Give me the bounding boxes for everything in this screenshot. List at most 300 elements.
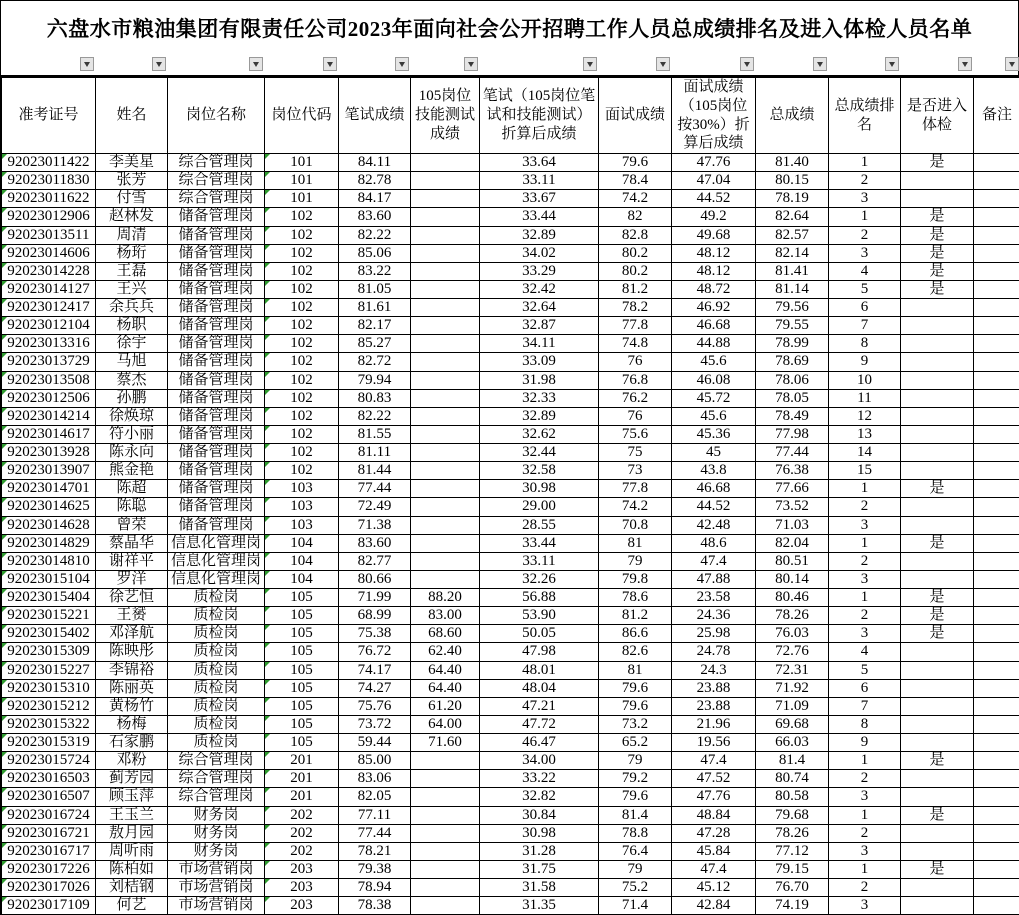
cell-id[interactable]: 92023015309 — [2, 643, 96, 661]
cell-position[interactable]: 储备管理岗 — [168, 371, 265, 389]
column-header-written_conv[interactable]: 笔试（105岗位笔试和技能测试）折算后成绩 — [480, 77, 599, 154]
cell-name[interactable]: 陈超 — [96, 480, 168, 498]
cell-id[interactable]: 92023013508 — [2, 371, 96, 389]
cell-remark[interactable] — [974, 770, 1019, 788]
cell-rank[interactable]: 1 — [829, 154, 901, 172]
cell-total[interactable]: 71.92 — [756, 679, 829, 697]
cell-medical[interactable] — [901, 661, 974, 679]
cell-interview_conv[interactable]: 46.92 — [672, 299, 756, 317]
cell-position[interactable]: 储备管理岗 — [168, 516, 265, 534]
cell-position[interactable]: 质检岗 — [168, 697, 265, 715]
cell-interview[interactable]: 82.6 — [599, 643, 672, 661]
cell-medical[interactable] — [901, 679, 974, 697]
cell-remark[interactable] — [974, 625, 1019, 643]
autofilter-dropdown-button-total[interactable] — [813, 57, 827, 71]
cell-written_conv[interactable]: 31.35 — [480, 897, 599, 915]
cell-medical[interactable] — [901, 552, 974, 570]
cell-written_conv[interactable]: 33.64 — [480, 154, 599, 172]
column-header-position[interactable]: 岗位名称 — [168, 77, 265, 154]
cell-medical[interactable]: 是 — [901, 154, 974, 172]
cell-remark[interactable] — [974, 788, 1019, 806]
cell-interview_conv[interactable]: 45.12 — [672, 879, 756, 897]
cell-medical[interactable] — [901, 897, 974, 915]
cell-code[interactable]: 105 — [265, 643, 339, 661]
cell-remark[interactable] — [974, 715, 1019, 733]
cell-written_conv[interactable]: 46.47 — [480, 734, 599, 752]
cell-total[interactable]: 77.98 — [756, 425, 829, 443]
cell-name[interactable]: 石家鹏 — [96, 734, 168, 752]
cell-rank[interactable]: 13 — [829, 425, 901, 443]
cell-total[interactable]: 80.51 — [756, 552, 829, 570]
cell-skill[interactable]: 71.60 — [411, 734, 480, 752]
cell-remark[interactable] — [974, 317, 1019, 335]
cell-written[interactable]: 82.22 — [339, 407, 411, 425]
cell-written[interactable]: 81.44 — [339, 462, 411, 480]
cell-name[interactable]: 黄杨竹 — [96, 697, 168, 715]
cell-skill[interactable] — [411, 172, 480, 190]
cell-skill[interactable] — [411, 879, 480, 897]
cell-interview[interactable]: 78.8 — [599, 824, 672, 842]
cell-rank[interactable]: 9 — [829, 353, 901, 371]
cell-rank[interactable]: 8 — [829, 715, 901, 733]
cell-skill[interactable] — [411, 371, 480, 389]
cell-rank[interactable]: 1 — [829, 806, 901, 824]
cell-code[interactable]: 202 — [265, 842, 339, 860]
cell-written_conv[interactable]: 34.00 — [480, 752, 599, 770]
cell-written[interactable]: 81.55 — [339, 425, 411, 443]
cell-remark[interactable] — [974, 444, 1019, 462]
cell-total[interactable]: 71.03 — [756, 516, 829, 534]
cell-position[interactable]: 储备管理岗 — [168, 299, 265, 317]
cell-written_conv[interactable]: 33.11 — [480, 172, 599, 190]
cell-total[interactable]: 81.14 — [756, 280, 829, 298]
cell-written[interactable]: 78.94 — [339, 879, 411, 897]
cell-medical[interactable] — [901, 425, 974, 443]
cell-remark[interactable] — [974, 661, 1019, 679]
cell-id[interactable]: 92023016507 — [2, 788, 96, 806]
cell-position[interactable]: 综合管理岗 — [168, 788, 265, 806]
cell-code[interactable]: 105 — [265, 661, 339, 679]
cell-id[interactable]: 92023015319 — [2, 734, 96, 752]
cell-name[interactable]: 余兵兵 — [96, 299, 168, 317]
cell-medical[interactable] — [901, 824, 974, 842]
cell-written_conv[interactable]: 32.42 — [480, 280, 599, 298]
cell-written_conv[interactable]: 32.89 — [480, 226, 599, 244]
cell-written_conv[interactable]: 29.00 — [480, 498, 599, 516]
cell-id[interactable]: 92023015104 — [2, 570, 96, 588]
cell-medical[interactable]: 是 — [901, 262, 974, 280]
cell-name[interactable]: 蔡杰 — [96, 371, 168, 389]
cell-interview[interactable]: 73.2 — [599, 715, 672, 733]
cell-id[interactable]: 92023017109 — [2, 897, 96, 915]
cell-code[interactable]: 101 — [265, 190, 339, 208]
cell-interview_conv[interactable]: 48.6 — [672, 534, 756, 552]
cell-medical[interactable] — [901, 389, 974, 407]
cell-remark[interactable] — [974, 589, 1019, 607]
cell-position[interactable]: 储备管理岗 — [168, 244, 265, 262]
cell-interview_conv[interactable]: 47.88 — [672, 570, 756, 588]
cell-skill[interactable] — [411, 154, 480, 172]
cell-remark[interactable] — [974, 389, 1019, 407]
cell-medical[interactable] — [901, 770, 974, 788]
cell-remark[interactable] — [974, 498, 1019, 516]
cell-code[interactable]: 104 — [265, 570, 339, 588]
cell-remark[interactable] — [974, 752, 1019, 770]
cell-medical[interactable] — [901, 715, 974, 733]
cell-written_conv[interactable]: 28.55 — [480, 516, 599, 534]
cell-total[interactable]: 80.58 — [756, 788, 829, 806]
cell-interview_conv[interactable]: 23.88 — [672, 679, 756, 697]
cell-rank[interactable]: 2 — [829, 607, 901, 625]
cell-medical[interactable] — [901, 299, 974, 317]
cell-written_conv[interactable]: 33.44 — [480, 208, 599, 226]
cell-id[interactable]: 92023014617 — [2, 425, 96, 443]
cell-rank[interactable]: 3 — [829, 788, 901, 806]
cell-position[interactable]: 综合管理岗 — [168, 752, 265, 770]
cell-total[interactable]: 80.74 — [756, 770, 829, 788]
cell-total[interactable]: 71.09 — [756, 697, 829, 715]
cell-position[interactable]: 市场营销岗 — [168, 860, 265, 878]
cell-interview[interactable]: 78.4 — [599, 172, 672, 190]
cell-written_conv[interactable]: 48.01 — [480, 661, 599, 679]
cell-id[interactable]: 92023016724 — [2, 806, 96, 824]
cell-skill[interactable] — [411, 190, 480, 208]
cell-remark[interactable] — [974, 244, 1019, 262]
cell-remark[interactable] — [974, 353, 1019, 371]
cell-skill[interactable]: 88.20 — [411, 589, 480, 607]
cell-name[interactable]: 杨职 — [96, 317, 168, 335]
cell-written[interactable]: 82.78 — [339, 172, 411, 190]
cell-code[interactable]: 201 — [265, 770, 339, 788]
cell-medical[interactable]: 是 — [901, 752, 974, 770]
cell-interview[interactable]: 79.6 — [599, 788, 672, 806]
cell-total[interactable]: 76.03 — [756, 625, 829, 643]
cell-skill[interactable] — [411, 353, 480, 371]
cell-interview[interactable]: 81.2 — [599, 607, 672, 625]
cell-interview[interactable]: 75 — [599, 444, 672, 462]
cell-id[interactable]: 92023017226 — [2, 860, 96, 878]
cell-skill[interactable]: 64.40 — [411, 661, 480, 679]
cell-interview[interactable]: 70.8 — [599, 516, 672, 534]
cell-interview_conv[interactable]: 45.6 — [672, 407, 756, 425]
cell-id[interactable]: 92023011622 — [2, 190, 96, 208]
cell-code[interactable]: 102 — [265, 280, 339, 298]
cell-skill[interactable] — [411, 534, 480, 552]
cell-remark[interactable] — [974, 607, 1019, 625]
cell-skill[interactable] — [411, 516, 480, 534]
cell-written_conv[interactable]: 32.26 — [480, 570, 599, 588]
autofilter-dropdown-button-code[interactable] — [323, 57, 337, 71]
cell-rank[interactable]: 1 — [829, 208, 901, 226]
cell-written_conv[interactable]: 47.72 — [480, 715, 599, 733]
cell-medical[interactable] — [901, 498, 974, 516]
cell-written[interactable]: 82.05 — [339, 788, 411, 806]
cell-position[interactable]: 市场营销岗 — [168, 897, 265, 915]
cell-written[interactable]: 71.38 — [339, 516, 411, 534]
cell-name[interactable]: 李美星 — [96, 154, 168, 172]
cell-medical[interactable] — [901, 371, 974, 389]
cell-medical[interactable] — [901, 317, 974, 335]
cell-rank[interactable]: 2 — [829, 498, 901, 516]
cell-position[interactable]: 综合管理岗 — [168, 770, 265, 788]
cell-written_conv[interactable]: 33.29 — [480, 262, 599, 280]
cell-remark[interactable] — [974, 879, 1019, 897]
cell-position[interactable]: 储备管理岗 — [168, 407, 265, 425]
cell-written_conv[interactable]: 32.82 — [480, 788, 599, 806]
cell-written[interactable]: 83.22 — [339, 262, 411, 280]
cell-name[interactable]: 邓粉 — [96, 752, 168, 770]
cell-interview_conv[interactable]: 48.84 — [672, 806, 756, 824]
cell-remark[interactable] — [974, 570, 1019, 588]
cell-id[interactable]: 92023015724 — [2, 752, 96, 770]
cell-medical[interactable]: 是 — [901, 860, 974, 878]
cell-rank[interactable]: 2 — [829, 770, 901, 788]
cell-id[interactable]: 92023015322 — [2, 715, 96, 733]
cell-rank[interactable]: 12 — [829, 407, 901, 425]
cell-position[interactable]: 储备管理岗 — [168, 480, 265, 498]
cell-remark[interactable] — [974, 208, 1019, 226]
cell-interview_conv[interactable]: 24.36 — [672, 607, 756, 625]
cell-interview_conv[interactable]: 49.2 — [672, 208, 756, 226]
cell-name[interactable]: 罗洋 — [96, 570, 168, 588]
cell-medical[interactable]: 是 — [901, 607, 974, 625]
cell-rank[interactable]: 2 — [829, 879, 901, 897]
cell-position[interactable]: 储备管理岗 — [168, 335, 265, 353]
cell-code[interactable]: 105 — [265, 625, 339, 643]
cell-position[interactable]: 质检岗 — [168, 715, 265, 733]
cell-total[interactable]: 78.19 — [756, 190, 829, 208]
cell-id[interactable]: 92023016721 — [2, 824, 96, 842]
cell-total[interactable]: 79.55 — [756, 317, 829, 335]
cell-code[interactable]: 103 — [265, 516, 339, 534]
autofilter-dropdown-button-medical[interactable] — [958, 57, 972, 71]
cell-written[interactable]: 77.11 — [339, 806, 411, 824]
cell-name[interactable]: 谢祥平 — [96, 552, 168, 570]
cell-rank[interactable]: 6 — [829, 679, 901, 697]
cell-skill[interactable]: 64.40 — [411, 679, 480, 697]
cell-total[interactable]: 79.15 — [756, 860, 829, 878]
cell-total[interactable]: 81.41 — [756, 262, 829, 280]
cell-interview[interactable]: 79.2 — [599, 770, 672, 788]
cell-interview_conv[interactable]: 45 — [672, 444, 756, 462]
cell-remark[interactable] — [974, 860, 1019, 878]
cell-rank[interactable]: 4 — [829, 262, 901, 280]
cell-name[interactable]: 张芳 — [96, 172, 168, 190]
cell-id[interactable]: 92023013907 — [2, 462, 96, 480]
cell-id[interactable]: 92023014127 — [2, 280, 96, 298]
cell-interview[interactable]: 80.2 — [599, 244, 672, 262]
cell-remark[interactable] — [974, 679, 1019, 697]
cell-id[interactable]: 92023016503 — [2, 770, 96, 788]
cell-written[interactable]: 74.17 — [339, 661, 411, 679]
cell-remark[interactable] — [974, 172, 1019, 190]
cell-written[interactable]: 85.00 — [339, 752, 411, 770]
cell-remark[interactable] — [974, 154, 1019, 172]
cell-skill[interactable]: 68.60 — [411, 625, 480, 643]
cell-rank[interactable]: 1 — [829, 534, 901, 552]
column-header-interview_conv[interactable]: 面试成绩（105岗位按30%）折算后成绩 — [672, 77, 756, 154]
cell-interview_conv[interactable]: 47.04 — [672, 172, 756, 190]
cell-interview[interactable]: 71.4 — [599, 897, 672, 915]
cell-total[interactable]: 82.64 — [756, 208, 829, 226]
cell-position[interactable]: 财务岗 — [168, 806, 265, 824]
cell-skill[interactable] — [411, 752, 480, 770]
cell-interview[interactable]: 79.6 — [599, 154, 672, 172]
cell-id[interactable]: 92023012506 — [2, 389, 96, 407]
column-header-name[interactable]: 姓名 — [96, 77, 168, 154]
cell-code[interactable]: 101 — [265, 172, 339, 190]
cell-rank[interactable]: 14 — [829, 444, 901, 462]
cell-total[interactable]: 81.4 — [756, 752, 829, 770]
cell-rank[interactable]: 3 — [829, 244, 901, 262]
cell-written_conv[interactable]: 50.05 — [480, 625, 599, 643]
cell-interview[interactable]: 75.6 — [599, 425, 672, 443]
cell-name[interactable]: 杨梅 — [96, 715, 168, 733]
cell-id[interactable]: 92023013316 — [2, 335, 96, 353]
cell-written_conv[interactable]: 47.21 — [480, 697, 599, 715]
cell-name[interactable]: 李锦裕 — [96, 661, 168, 679]
cell-name[interactable]: 王赟 — [96, 607, 168, 625]
cell-interview[interactable]: 73 — [599, 462, 672, 480]
cell-rank[interactable]: 11 — [829, 389, 901, 407]
autofilter-dropdown-button-id[interactable] — [80, 57, 94, 71]
cell-total[interactable]: 78.69 — [756, 353, 829, 371]
cell-written_conv[interactable]: 33.11 — [480, 552, 599, 570]
cell-total[interactable]: 72.76 — [756, 643, 829, 661]
cell-position[interactable]: 质检岗 — [168, 625, 265, 643]
column-header-code[interactable]: 岗位代码 — [265, 77, 339, 154]
cell-code[interactable]: 105 — [265, 697, 339, 715]
cell-name[interactable]: 符小丽 — [96, 425, 168, 443]
cell-total[interactable]: 79.68 — [756, 806, 829, 824]
cell-interview[interactable]: 77.8 — [599, 317, 672, 335]
cell-written[interactable]: 77.44 — [339, 480, 411, 498]
cell-rank[interactable]: 2 — [829, 824, 901, 842]
cell-rank[interactable]: 1 — [829, 752, 901, 770]
cell-position[interactable]: 质检岗 — [168, 607, 265, 625]
cell-skill[interactable] — [411, 425, 480, 443]
cell-name[interactable]: 王磊 — [96, 262, 168, 280]
cell-id[interactable]: 92023016717 — [2, 842, 96, 860]
cell-interview_conv[interactable]: 47.76 — [672, 788, 756, 806]
cell-written[interactable]: 75.38 — [339, 625, 411, 643]
cell-skill[interactable]: 62.40 — [411, 643, 480, 661]
cell-interview[interactable]: 74.8 — [599, 335, 672, 353]
cell-written_conv[interactable]: 32.58 — [480, 462, 599, 480]
cell-skill[interactable] — [411, 770, 480, 788]
cell-interview[interactable]: 75.2 — [599, 879, 672, 897]
cell-skill[interactable] — [411, 389, 480, 407]
cell-interview_conv[interactable]: 45.6 — [672, 353, 756, 371]
cell-interview_conv[interactable]: 48.12 — [672, 244, 756, 262]
cell-position[interactable]: 质检岗 — [168, 734, 265, 752]
cell-interview[interactable]: 76 — [599, 407, 672, 425]
cell-position[interactable]: 储备管理岗 — [168, 226, 265, 244]
cell-interview_conv[interactable]: 24.78 — [672, 643, 756, 661]
cell-code[interactable]: 105 — [265, 679, 339, 697]
cell-skill[interactable] — [411, 552, 480, 570]
cell-name[interactable]: 陈聪 — [96, 498, 168, 516]
cell-interview[interactable]: 86.6 — [599, 625, 672, 643]
cell-total[interactable]: 78.05 — [756, 389, 829, 407]
cell-rank[interactable]: 1 — [829, 860, 901, 878]
cell-id[interactable]: 92023014606 — [2, 244, 96, 262]
cell-code[interactable]: 102 — [265, 407, 339, 425]
cell-written_conv[interactable]: 31.75 — [480, 860, 599, 878]
cell-written_conv[interactable]: 31.58 — [480, 879, 599, 897]
cell-total[interactable]: 74.19 — [756, 897, 829, 915]
cell-interview_conv[interactable]: 47.28 — [672, 824, 756, 842]
cell-interview[interactable]: 65.2 — [599, 734, 672, 752]
cell-total[interactable]: 77.12 — [756, 842, 829, 860]
cell-skill[interactable] — [411, 806, 480, 824]
cell-name[interactable]: 蓟芳园 — [96, 770, 168, 788]
cell-skill[interactable] — [411, 480, 480, 498]
cell-interview_conv[interactable]: 46.68 — [672, 317, 756, 335]
cell-code[interactable]: 102 — [265, 425, 339, 443]
cell-name[interactable]: 孙鹏 — [96, 389, 168, 407]
cell-remark[interactable] — [974, 280, 1019, 298]
cell-total[interactable]: 69.68 — [756, 715, 829, 733]
cell-name[interactable]: 赵林发 — [96, 208, 168, 226]
cell-interview[interactable]: 78.6 — [599, 589, 672, 607]
cell-interview[interactable]: 79.6 — [599, 679, 672, 697]
cell-written[interactable]: 78.21 — [339, 842, 411, 860]
cell-position[interactable]: 财务岗 — [168, 824, 265, 842]
cell-written[interactable]: 83.60 — [339, 534, 411, 552]
cell-code[interactable]: 102 — [265, 208, 339, 226]
cell-interview_conv[interactable]: 23.58 — [672, 589, 756, 607]
cell-interview_conv[interactable]: 47.4 — [672, 860, 756, 878]
cell-skill[interactable] — [411, 244, 480, 262]
cell-skill[interactable] — [411, 226, 480, 244]
cell-written[interactable]: 77.44 — [339, 824, 411, 842]
cell-remark[interactable] — [974, 824, 1019, 842]
cell-interview_conv[interactable]: 49.68 — [672, 226, 756, 244]
autofilter-dropdown-button-skill[interactable] — [464, 57, 478, 71]
cell-interview[interactable]: 79 — [599, 752, 672, 770]
cell-written[interactable]: 85.06 — [339, 244, 411, 262]
cell-written[interactable]: 80.66 — [339, 570, 411, 588]
cell-skill[interactable] — [411, 262, 480, 280]
cell-medical[interactable] — [901, 444, 974, 462]
cell-id[interactable]: 92023014701 — [2, 480, 96, 498]
cell-code[interactable]: 102 — [265, 462, 339, 480]
cell-written[interactable]: 83.06 — [339, 770, 411, 788]
cell-interview[interactable]: 79 — [599, 552, 672, 570]
cell-remark[interactable] — [974, 552, 1019, 570]
cell-written_conv[interactable]: 30.98 — [480, 480, 599, 498]
autofilter-dropdown-button-rank[interactable] — [885, 57, 899, 71]
column-header-rank[interactable]: 总成绩排名 — [829, 77, 901, 154]
cell-total[interactable]: 80.46 — [756, 589, 829, 607]
cell-code[interactable]: 102 — [265, 389, 339, 407]
cell-written[interactable]: 79.38 — [339, 860, 411, 878]
cell-written[interactable]: 76.72 — [339, 643, 411, 661]
cell-position[interactable]: 质检岗 — [168, 661, 265, 679]
cell-remark[interactable] — [974, 299, 1019, 317]
cell-rank[interactable]: 4 — [829, 643, 901, 661]
cell-remark[interactable] — [974, 425, 1019, 443]
cell-code[interactable]: 203 — [265, 879, 339, 897]
cell-remark[interactable] — [974, 806, 1019, 824]
cell-medical[interactable]: 是 — [901, 226, 974, 244]
cell-id[interactable]: 92023013928 — [2, 444, 96, 462]
cell-total[interactable]: 72.31 — [756, 661, 829, 679]
cell-interview[interactable]: 82.8 — [599, 226, 672, 244]
cell-written_conv[interactable]: 32.89 — [480, 407, 599, 425]
cell-name[interactable]: 熊金艳 — [96, 462, 168, 480]
